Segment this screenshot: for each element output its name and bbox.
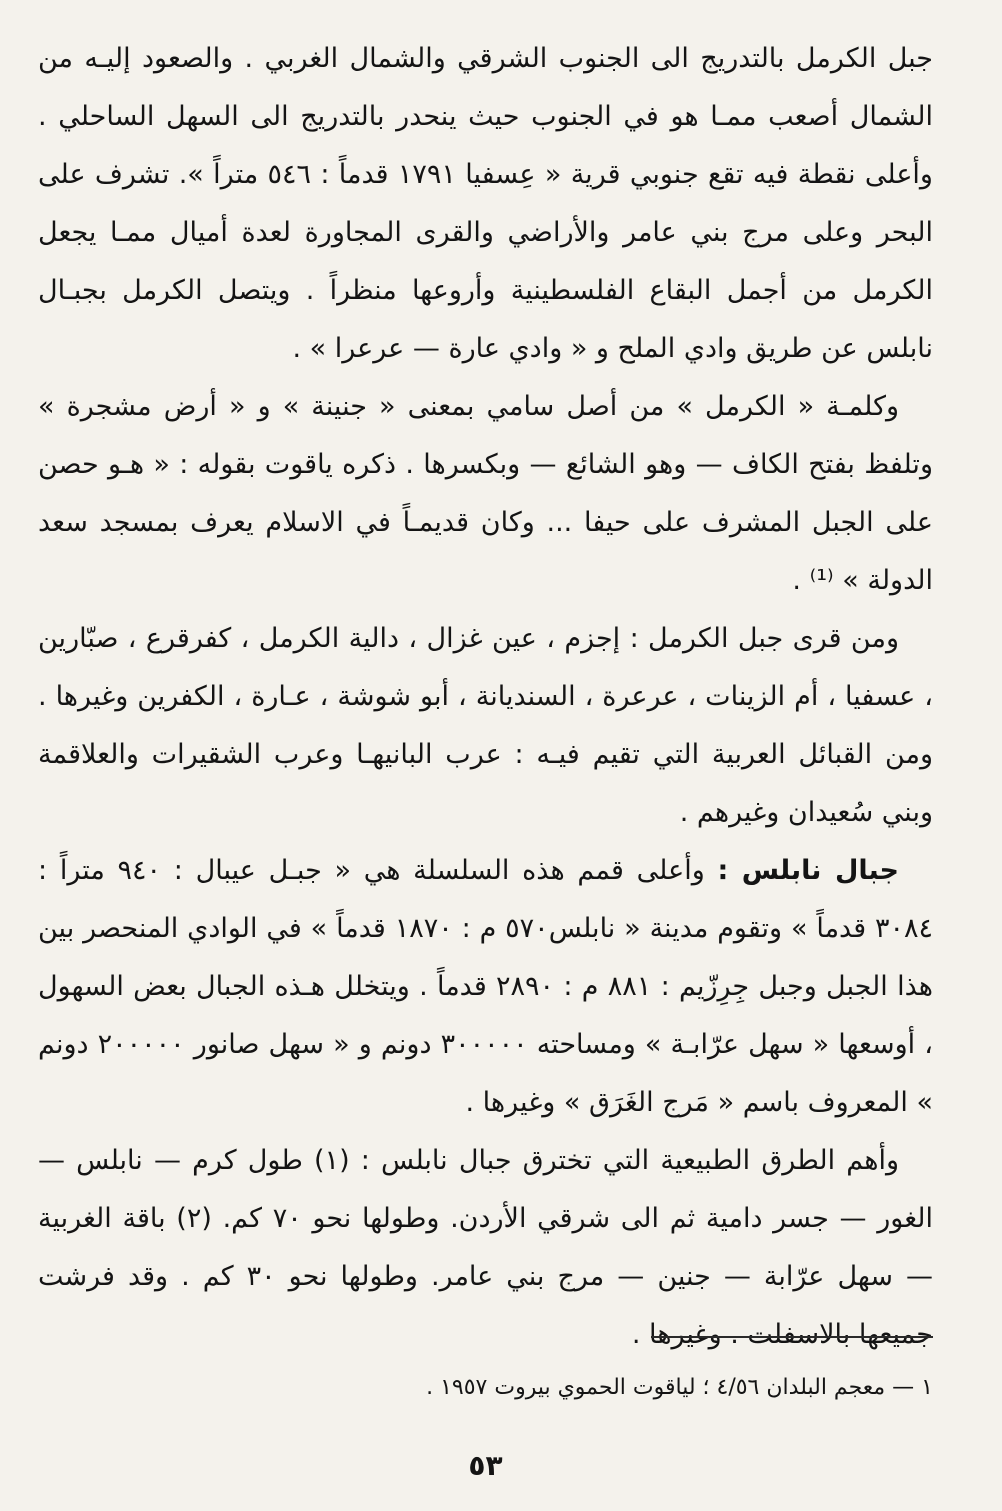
paragraph-nablus-roads [38, 1132, 933, 1364]
paragraph-text: جبل الكرمل بالتدريج الى الجنوب الشرقي والشمال الغربي . والصعود إليـه من الشمال أصعب ممـا هو في الجنوب حيث ينحدر بالتدريج الى السهل الساحلي . وأعلى نقطة فيه تقع جنوبي قرية « عِسفيا ١٧٩١ قدماً : ٥٤٦ متراً ». تشرف على البحر وعلى مرج بني عامر والأراضي والقرى المجاورة لعدة أميال ممـا يجعل الكرمل من أجمل البقاع الفلسطينية وأروعها منظراً . ويتصل الكرمل بجبـال نابلس عن طريق وادي الملح و « وادي عارة — عرعرا » . [38, 43, 933, 364]
book-page [38, 30, 933, 1480]
paragraph-text: ومن قرى جبل الكرمل : إجزم ، عين غزال ، دالية الكرمل ، كفرقرع ، صبّارين ، عسفيا ، أم الزينات ، عرعرة ، السنديانة ، أبو شوشة ، عـارة ، الكفرين وغيرها . ومن القبائل العربية التي تقيم فيـه : عرب البانيهـا وعرب الشقيرات والعلاقمة وبني سُعيدان وغيرهم . [38, 623, 933, 828]
page-number: ٥٣ [468, 1449, 503, 1482]
paragraph-nablus-mountains [38, 842, 933, 1132]
section-heading-nablus: جبال نابلس : [717, 855, 899, 886]
paragraph-karmel-etymology [38, 378, 933, 610]
paragraph-text: وأهم الطرق الطبيعية التي تخترق جبال نابلس : (١) طول كرم — نابلس — الغور — جسر دامية ثم الى شرقي الأردن. وطولها نحو ٧٠ كم. (٢) باقة الغربية — سهل عرّابة — جنين — مرج بني عامر. وطولها نحو ٣٠ كم . وقد فرشت جميعها بالاسفلت . وغيرها . [38, 1145, 933, 1350]
paragraph-text: وأعلى قمم هذه السلسلة هي « جبـل عيبال : ٩٤٠ متراً : ٣٠٨٤ قدماً » وتقوم مدينة « نابلس٥٧٠ م : ١٨٧٠ قدماً » في الوادي المنحصر بين هذا الجبل وجبل جِرِزّيم : ٨٨١ م : ٢٨٩٠ قدماً . ويتخلل هـذه الجبال بعض السهول ، أوسعها « سهل عرّابـة » ومساحته ٣٠٠٠٠٠ دونم و « سهل صانور ٢٠٠٠٠٠ دونم » المعروف باسم « مَرج الغَرَق » وغيرها . [38, 855, 934, 1118]
paragraph-karmel-villages [38, 610, 933, 842]
footnote: ١ — معجم البلدان ٤/٥٦ ؛ لياقوت الحموي بيروت ١٩٥٧ . [426, 1375, 933, 1400]
body-text [38, 30, 933, 1364]
footnote-divider [651, 1336, 933, 1338]
paragraph-karmel-geography [38, 30, 933, 378]
paragraph-text: وكلمـة « الكرمل » من أصل سامي بمعنى « جنينة » و « أرض مشجرة » وتلفظ بفتح الكاف — وهو الشائع — وبكسرها . ذكره ياقوت بقوله : « هـو حصن على الجبل المشرف على حيفا ... وكان قديمـاً في الاسلام يعرف بمسجد سعد الدولة » ⁽¹⁾ . [38, 391, 933, 596]
